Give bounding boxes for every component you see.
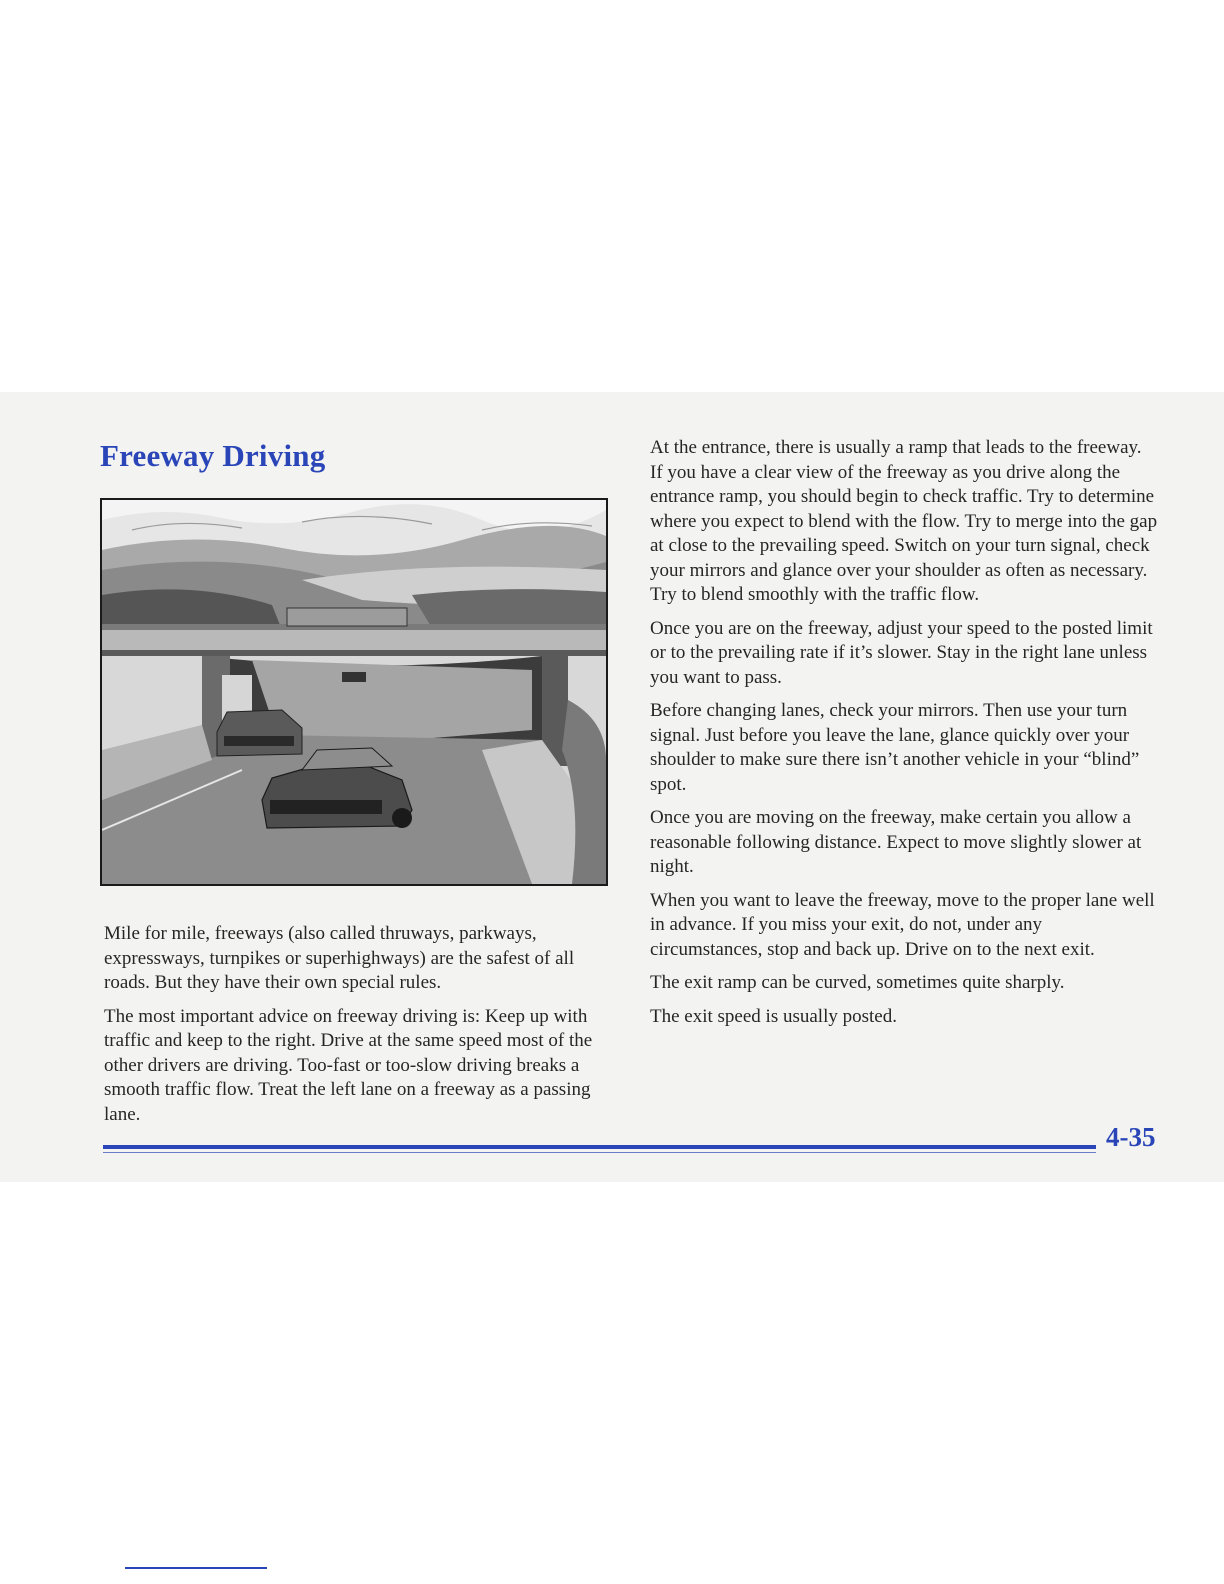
paragraph: When you want to leave the freeway, move to the proper lane well in advance. If you miss your exit, do not, under any circumstances, stop and back up. Drive on to the next exit.	[650, 889, 1155, 960]
paragraph: Before changing lanes, check your mirrors. Then use your turn signal. Just before you leave the lane, glance quickly over your shoulder to make sure there isn’t another vehicle in your “blind” spot.	[650, 700, 1140, 795]
left-column	[104, 922, 612, 1136]
freeway-overpass-drawing	[102, 500, 606, 884]
paragraph: The most important advice on freeway driving is: Keep up with traffic and keep to the right. Drive at the same speed most of the other drivers are driving. Too-fast or too-slow driving breaks a smooth traffic flow. Treat the left lane on a freeway as a passing lane.	[104, 1005, 593, 1125]
page-number: 4-35	[1106, 1122, 1156, 1152]
right-column	[650, 436, 1158, 1038]
section-title: Freeway Driving	[100, 438, 326, 473]
paragraph: Once you are on the freeway, adjust your speed to the posted limit or to the prevailing rate if it’s slower. Stay in the right lane unless you want to pass.	[650, 617, 1153, 688]
paragraph: The exit speed is usually posted.	[650, 1005, 897, 1027]
freeway-overpass-illustration	[100, 498, 608, 886]
paragraph: At the entrance, there is usually a ramp that leads to the freeway. If you have a clear view of the freeway as you drive along the entrance ramp, you should begin to check traffic. Try to determine where you expect to blend with the flow. Try to merge into the gap at close to the prevailing speed. Switch on your turn signal, check your mirrors and glance over your shoulder as often as necessary. Try to blend smoothly with the traffic flow.	[650, 437, 1158, 605]
footer-rule-thin	[103, 1152, 1096, 1153]
paragraph: The exit ramp can be curved, sometimes quite sharply.	[650, 972, 1065, 993]
paragraph: Mile for mile, freeways (also called thruways, parkways, expressways, turnpikes or superhighways) are the safest of all roads. But they have their own special rules.	[104, 923, 575, 993]
bottom-mark	[125, 1567, 267, 1569]
footer-rule	[103, 1145, 1096, 1149]
paragraph: Once you are moving on the freeway, make certain you allow a reasonable following distance. Expect to move slightly slower at night.	[650, 807, 1142, 877]
